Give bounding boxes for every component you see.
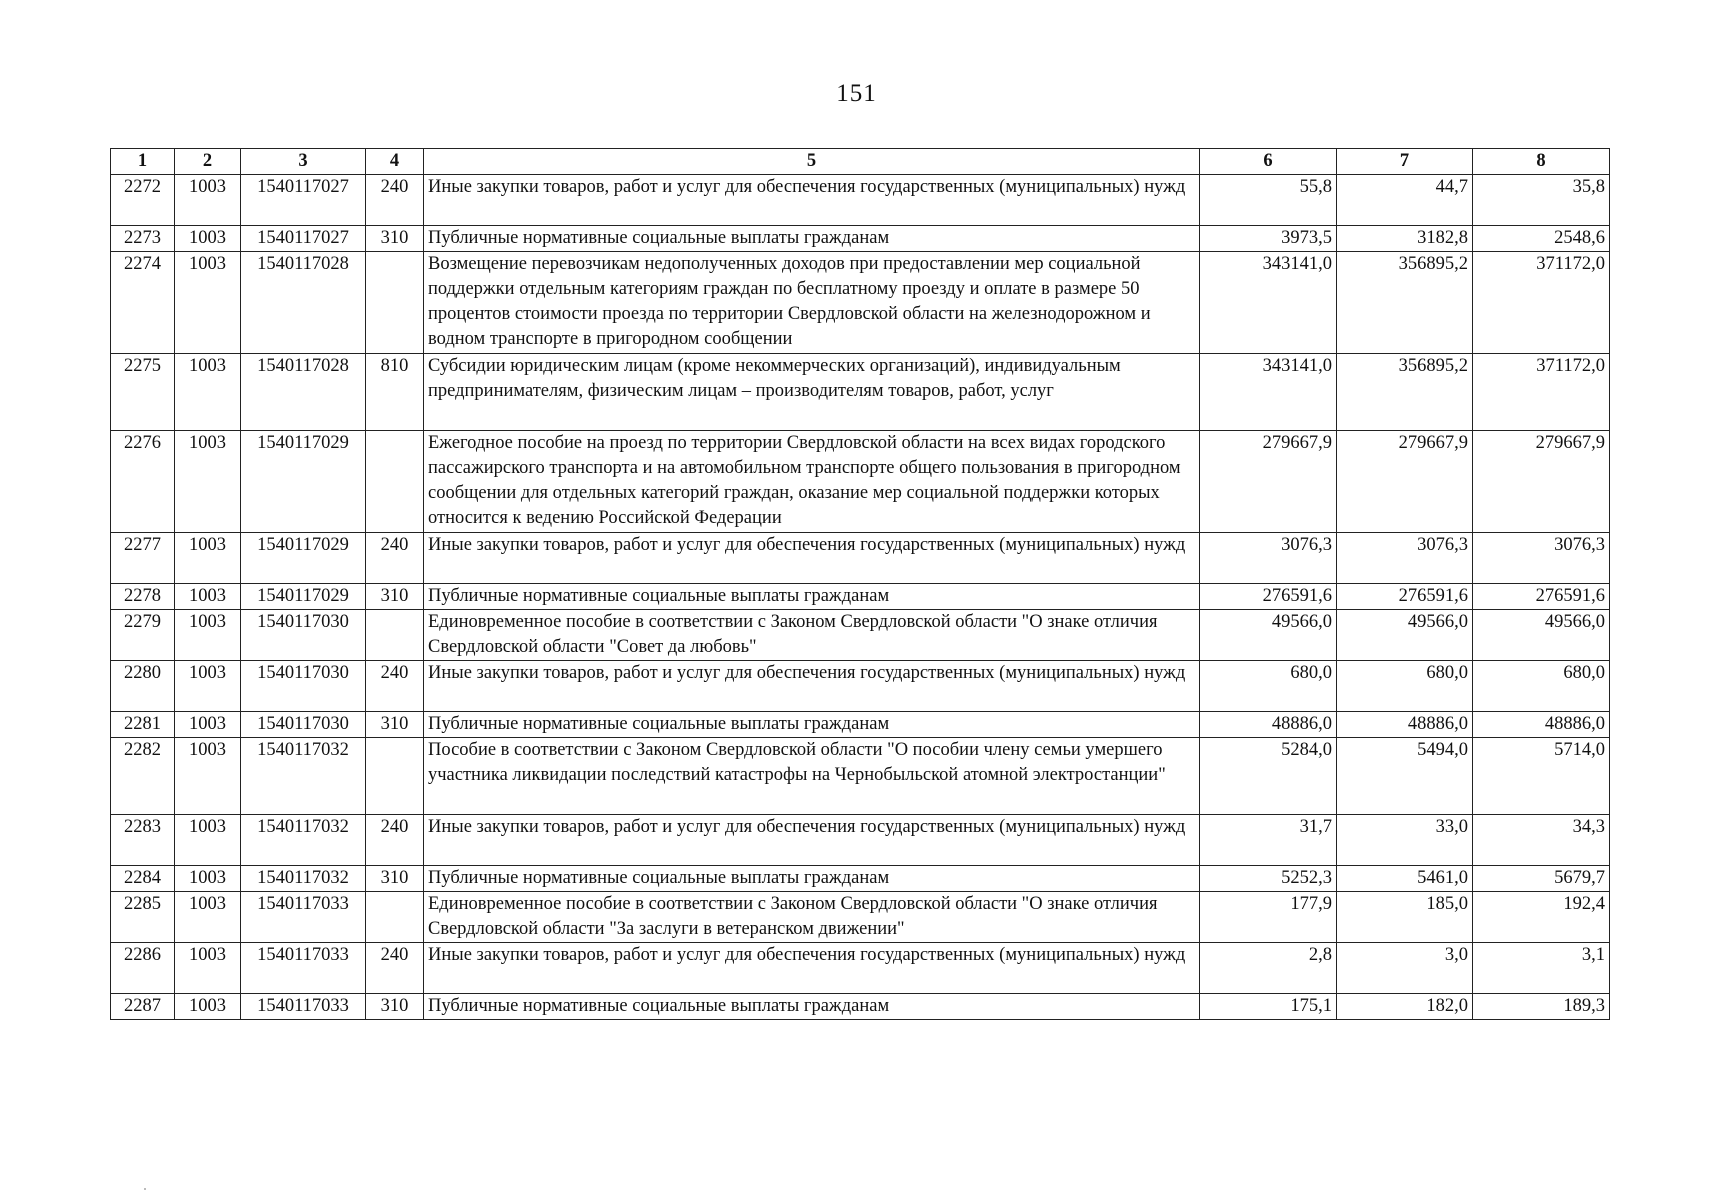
expense-type-code: 310 xyxy=(366,226,424,252)
row-number: 2285 xyxy=(111,892,175,943)
row-number: 2274 xyxy=(111,252,175,354)
amount-col-8: 279667,9 xyxy=(1473,431,1610,533)
target-article-code: 1540117032 xyxy=(241,866,366,892)
table-row xyxy=(111,610,1610,661)
expense-type-code xyxy=(366,431,424,533)
row-description: Ежегодное пособие на проезд по территории Свердловской области на всех видах городского пассажирского транспорта и на автомобильном транспорте общего пользования в пригородном сообщении для отдельных категорий граждан, оказание мер социальной поддержки которых относится к ведению Российской Федерации xyxy=(424,431,1200,533)
amount-col-7: 44,7 xyxy=(1337,175,1473,226)
row-description: Публичные нормативные социальные выплаты гражданам xyxy=(424,712,1200,738)
section-code: 1003 xyxy=(175,866,241,892)
row-description: Пособие в соответствии с Законом Свердловской области "О пособии члену семьи умершего участника ликвидации последствий катастрофы на Чернобыльской атомной электростанции" xyxy=(424,738,1200,815)
amount-col-8: 2548,6 xyxy=(1473,226,1610,252)
section-code: 1003 xyxy=(175,354,241,431)
row-description: Единовременное пособие в соответствии с Законом Свердловской области "О знаке отличия Свердловской области "Совет да любовь" xyxy=(424,610,1200,661)
header-col-7: 7 xyxy=(1337,149,1473,175)
table-row xyxy=(111,533,1610,584)
amount-col-7: 182,0 xyxy=(1337,994,1473,1020)
expense-type-code: 240 xyxy=(366,533,424,584)
table-row xyxy=(111,994,1610,1020)
section-code: 1003 xyxy=(175,226,241,252)
expense-type-code xyxy=(366,252,424,354)
amount-col-6: 55,8 xyxy=(1200,175,1337,226)
scan-speck xyxy=(144,1188,146,1190)
header-col-6: 6 xyxy=(1200,149,1337,175)
section-code: 1003 xyxy=(175,533,241,584)
header-row xyxy=(111,149,1610,175)
row-number: 2284 xyxy=(111,866,175,892)
target-article-code: 1540117030 xyxy=(241,610,366,661)
amount-col-7: 33,0 xyxy=(1337,815,1473,866)
row-number: 2279 xyxy=(111,610,175,661)
section-code: 1003 xyxy=(175,252,241,354)
row-description: Возмещение перевозчикам недополученных доходов при предоставлении мер социальной поддержки отдельным категориям граждан по бесплатному проезду и оплате в размере 50 процентов стоимости проезда по территории Свердловской области на железнодорожном и водном транспорте в пригородном сообщении xyxy=(424,252,1200,354)
expense-type-code: 310 xyxy=(366,712,424,738)
amount-col-6: 3076,3 xyxy=(1200,533,1337,584)
header-col-2: 2 xyxy=(175,149,241,175)
row-description: Иные закупки товаров, работ и услуг для обеспечения государственных (муниципальных) нужд xyxy=(424,533,1200,584)
expense-type-code xyxy=(366,738,424,815)
amount-col-6: 276591,6 xyxy=(1200,584,1337,610)
section-code: 1003 xyxy=(175,994,241,1020)
amount-col-8: 49566,0 xyxy=(1473,610,1610,661)
row-description: Иные закупки товаров, работ и услуг для обеспечения государственных (муниципальных) нужд xyxy=(424,815,1200,866)
row-description: Иные закупки товаров, работ и услуг для обеспечения государственных (муниципальных) нужд xyxy=(424,175,1200,226)
amount-col-6: 175,1 xyxy=(1200,994,1337,1020)
target-article-code: 1540117028 xyxy=(241,354,366,431)
amount-col-8: 48886,0 xyxy=(1473,712,1610,738)
row-description: Публичные нормативные социальные выплаты гражданам xyxy=(424,994,1200,1020)
amount-col-8: 192,4 xyxy=(1473,892,1610,943)
amount-col-8: 3076,3 xyxy=(1473,533,1610,584)
target-article-code: 1540117032 xyxy=(241,738,366,815)
amount-col-6: 343141,0 xyxy=(1200,354,1337,431)
amount-col-7: 356895,2 xyxy=(1337,354,1473,431)
section-code: 1003 xyxy=(175,943,241,994)
target-article-code: 1540117032 xyxy=(241,815,366,866)
target-article-code: 1540117033 xyxy=(241,943,366,994)
row-number: 2283 xyxy=(111,815,175,866)
amount-col-7: 48886,0 xyxy=(1337,712,1473,738)
section-code: 1003 xyxy=(175,661,241,712)
budget-table xyxy=(110,148,1610,1020)
table-row xyxy=(111,712,1610,738)
section-code: 1003 xyxy=(175,431,241,533)
row-description: Иные закупки товаров, работ и услуг для обеспечения государственных (муниципальных) нужд xyxy=(424,943,1200,994)
section-code: 1003 xyxy=(175,892,241,943)
target-article-code: 1540117030 xyxy=(241,661,366,712)
row-number: 2282 xyxy=(111,738,175,815)
amount-col-6: 279667,9 xyxy=(1200,431,1337,533)
amount-col-6: 343141,0 xyxy=(1200,252,1337,354)
expense-type-code: 310 xyxy=(366,866,424,892)
expense-type-code: 310 xyxy=(366,584,424,610)
row-description: Публичные нормативные социальные выплаты гражданам xyxy=(424,866,1200,892)
expense-type-code: 310 xyxy=(366,994,424,1020)
amount-col-6: 5284,0 xyxy=(1200,738,1337,815)
amount-col-8: 5679,7 xyxy=(1473,866,1610,892)
expense-type-code: 810 xyxy=(366,354,424,431)
row-description: Публичные нормативные социальные выплаты гражданам xyxy=(424,226,1200,252)
expense-type-code: 240 xyxy=(366,943,424,994)
amount-col-7: 3,0 xyxy=(1337,943,1473,994)
target-article-code: 1540117030 xyxy=(241,712,366,738)
amount-col-6: 49566,0 xyxy=(1200,610,1337,661)
row-number: 2273 xyxy=(111,226,175,252)
header-col-5: 5 xyxy=(424,149,1200,175)
section-code: 1003 xyxy=(175,712,241,738)
amount-col-6: 5252,3 xyxy=(1200,866,1337,892)
table-row xyxy=(111,252,1610,354)
amount-col-7: 5494,0 xyxy=(1337,738,1473,815)
table-row xyxy=(111,584,1610,610)
header-col-1: 1 xyxy=(111,149,175,175)
amount-col-8: 371172,0 xyxy=(1473,252,1610,354)
amount-col-7: 3182,8 xyxy=(1337,226,1473,252)
row-number: 2272 xyxy=(111,175,175,226)
target-article-code: 1540117029 xyxy=(241,584,366,610)
row-number: 2275 xyxy=(111,354,175,431)
amount-col-7: 5461,0 xyxy=(1337,866,1473,892)
row-description: Субсидии юридическим лицам (кроме некоммерческих организаций), индивидуальным предпринимателям, физическим лицам – производителям товаров, работ, услуг xyxy=(424,354,1200,431)
amount-col-7: 3076,3 xyxy=(1337,533,1473,584)
amount-col-7: 279667,9 xyxy=(1337,431,1473,533)
amount-col-8: 276591,6 xyxy=(1473,584,1610,610)
amount-col-7: 356895,2 xyxy=(1337,252,1473,354)
section-code: 1003 xyxy=(175,738,241,815)
target-article-code: 1540117027 xyxy=(241,226,366,252)
row-number: 2287 xyxy=(111,994,175,1020)
table-row xyxy=(111,943,1610,994)
section-code: 1003 xyxy=(175,175,241,226)
row-number: 2277 xyxy=(111,533,175,584)
amount-col-8: 680,0 xyxy=(1473,661,1610,712)
row-number: 2280 xyxy=(111,661,175,712)
row-number: 2278 xyxy=(111,584,175,610)
table-row xyxy=(111,354,1610,431)
table-row xyxy=(111,226,1610,252)
row-description: Иные закупки товаров, работ и услуг для обеспечения государственных (муниципальных) нужд xyxy=(424,661,1200,712)
target-article-code: 1540117027 xyxy=(241,175,366,226)
table-row xyxy=(111,866,1610,892)
row-description: Единовременное пособие в соответствии с Законом Свердловской области "О знаке отличия Свердловской области "За заслуги в ветеранском движении" xyxy=(424,892,1200,943)
row-description: Публичные нормативные социальные выплаты гражданам xyxy=(424,584,1200,610)
amount-col-6: 31,7 xyxy=(1200,815,1337,866)
amount-col-6: 177,9 xyxy=(1200,892,1337,943)
amount-col-7: 680,0 xyxy=(1337,661,1473,712)
amount-col-6: 3973,5 xyxy=(1200,226,1337,252)
table-row xyxy=(111,431,1610,533)
expense-type-code xyxy=(366,610,424,661)
amount-col-8: 3,1 xyxy=(1473,943,1610,994)
expense-type-code xyxy=(366,892,424,943)
amount-col-6: 48886,0 xyxy=(1200,712,1337,738)
section-code: 1003 xyxy=(175,815,241,866)
expense-type-code: 240 xyxy=(366,661,424,712)
amount-col-6: 680,0 xyxy=(1200,661,1337,712)
amount-col-7: 276591,6 xyxy=(1337,584,1473,610)
target-article-code: 1540117029 xyxy=(241,431,366,533)
amount-col-6: 2,8 xyxy=(1200,943,1337,994)
target-article-code: 1540117033 xyxy=(241,892,366,943)
amount-col-8: 34,3 xyxy=(1473,815,1610,866)
target-article-code: 1540117033 xyxy=(241,994,366,1020)
amount-col-8: 35,8 xyxy=(1473,175,1610,226)
table-row xyxy=(111,175,1610,226)
header-col-4: 4 xyxy=(366,149,424,175)
expense-type-code: 240 xyxy=(366,815,424,866)
row-number: 2276 xyxy=(111,431,175,533)
target-article-code: 1540117029 xyxy=(241,533,366,584)
row-number: 2286 xyxy=(111,943,175,994)
table-row xyxy=(111,738,1610,815)
amount-col-8: 5714,0 xyxy=(1473,738,1610,815)
section-code: 1003 xyxy=(175,584,241,610)
page-number: 151 xyxy=(836,80,877,107)
table-row xyxy=(111,892,1610,943)
header-col-3: 3 xyxy=(241,149,366,175)
row-number: 2281 xyxy=(111,712,175,738)
amount-col-8: 371172,0 xyxy=(1473,354,1610,431)
expense-type-code: 240 xyxy=(366,175,424,226)
table-row xyxy=(111,661,1610,712)
section-code: 1003 xyxy=(175,610,241,661)
amount-col-7: 49566,0 xyxy=(1337,610,1473,661)
target-article-code: 1540117028 xyxy=(241,252,366,354)
amount-col-8: 189,3 xyxy=(1473,994,1610,1020)
table-row xyxy=(111,815,1610,866)
header-col-8: 8 xyxy=(1473,149,1610,175)
amount-col-7: 185,0 xyxy=(1337,892,1473,943)
